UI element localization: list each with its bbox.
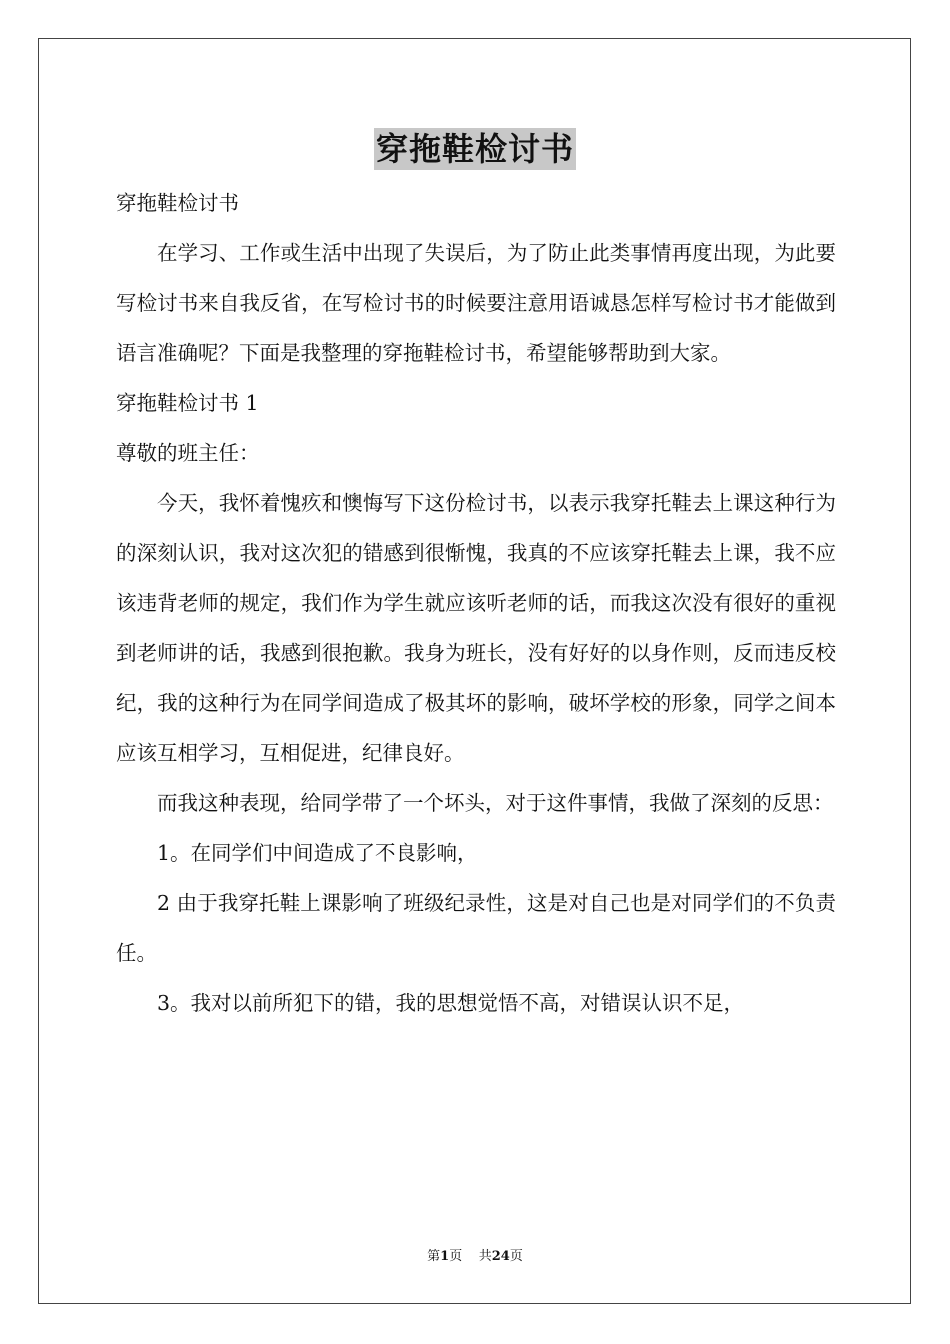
footer-total-prefix: 共 <box>478 1249 492 1264</box>
title-container <box>0 128 950 170</box>
footer-page-suffix: 页 <box>449 1249 463 1264</box>
document-title: 穿拖鞋检讨书 <box>375 130 574 168</box>
footer-total-suffix: 页 <box>509 1249 523 1264</box>
paragraph: 今天，我怀着愧疚和懊悔写下这份检讨书，以表示我穿托鞋去上课这种行为的深刻认识，我对这次犯的错感到很惭愧，我真的不应该穿托鞋去上课，我不应该违背老师的规定，我们作为学生就应该听老师的话，而我这次没有很好的重视到老师讲的话，我感到很抱歉。我身为班长，没有好好的以身作则，反而违反校纪，我的这种行为在同学间造成了极其坏的影响，破坏学校的形象，同学之间本应该互相学习，互相促进，纪律良好。 <box>116 491 836 765</box>
document-body <box>116 178 836 1028</box>
page-footer <box>0 1247 950 1267</box>
paragraph: 尊敬的班主任： <box>116 441 260 465</box>
paragraph: 而我这种表现，给同学带了一个坏头，对于这件事情，我做了深刻的反思： <box>157 791 834 815</box>
paragraph: 2 由于我穿托鞋上课影响了班级纪录性，这是对自己也是对同学们的不负责任。 <box>116 891 836 965</box>
paragraph: 穿拖鞋检讨书 <box>116 191 239 215</box>
paragraph: 3。我对以前所犯下的错，我的思想觉悟不高，对错误认识不足， <box>157 991 745 1015</box>
paragraph: 1。在同学们中间造成了不良影响， <box>157 841 478 865</box>
paragraph: 穿拖鞋检讨书 1 <box>116 391 259 415</box>
footer-page-number: 1 <box>440 1249 450 1264</box>
footer-page-prefix: 第 <box>427 1249 441 1264</box>
footer-total-pages: 24 <box>491 1249 510 1264</box>
paragraph: 在学习、工作或生活中出现了失误后，为了防止此类事情再度出现，为此要写检讨书来自我反省，在写检讨书的时候要注意用语诚恳怎样写检讨书才能做到语言准确呢？下面是我整理的穿拖鞋检讨书，希望能够帮助到大家。 <box>116 241 836 365</box>
